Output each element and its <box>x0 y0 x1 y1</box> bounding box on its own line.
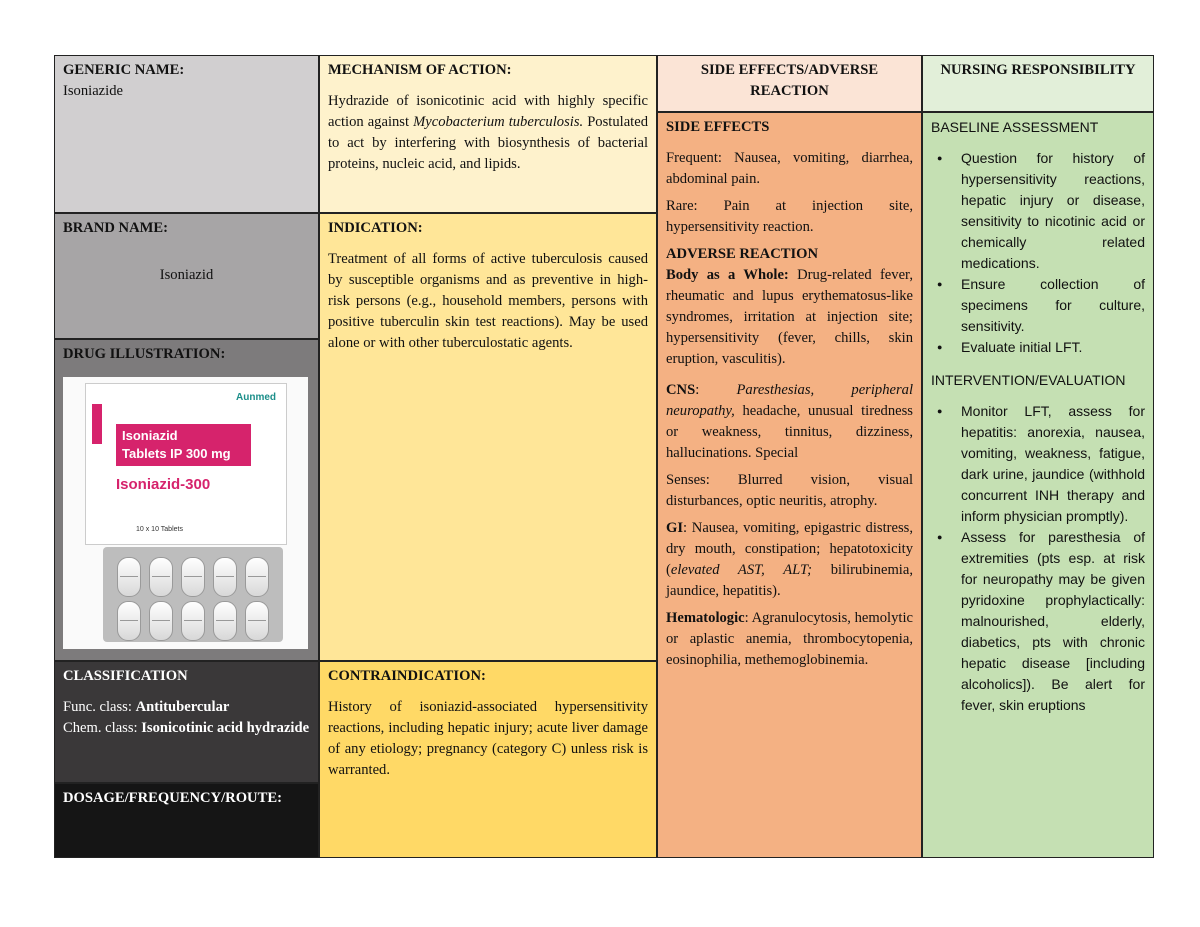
drug-illustration-heading: DRUG ILLUSTRATION: <box>63 346 226 362</box>
list-item: ● Ensure collection of specimens for culture, sensitivity. <box>961 274 1145 337</box>
nursing-cell <box>922 112 1154 858</box>
box-pack-size: 10 x 10 Tablets <box>136 526 183 533</box>
adverse-hematologic: Hematologic: Agranulocytosis, hemolytic or aplastic anemia, thrombocytopenia, eosinophilia, methemoglobinemia. <box>666 610 913 668</box>
baseline-list <box>931 148 1145 358</box>
indication-text: Treatment of all forms of active tuberculosis caused by susceptible organisms and as preventive in high-risk persons (e.g., household members, persons with positive tuberculin skin test reactions). May be used alone or with other tuberculostatic agents. <box>328 251 648 351</box>
adverse-senses: Senses: Blurred vision, visual disturbances, optic neuritis, atrophy. <box>666 472 913 509</box>
side-effects-rare: Rare: Pain at injection site, hypersensitivity reaction. <box>666 198 913 235</box>
tablet <box>245 601 269 641</box>
tablet <box>245 557 269 597</box>
blister-strip <box>103 547 283 642</box>
drug-study-table <box>54 55 1154 858</box>
box-side-band <box>92 404 102 444</box>
tablet <box>213 601 237 641</box>
side-effects-frequent: Frequent: Nausea, vomiting, diarrhea, abdominal pain. <box>666 150 913 187</box>
side-effects-cell <box>657 112 922 858</box>
brand-logo: Aunmed <box>236 392 276 403</box>
generic-name-value: Isoniazide <box>63 83 123 99</box>
list-item: ● Monitor LFT, assess for hepatitis: anorexia, nausea, vomiting, weakness, fatigue, dark urine, jaundice (withhold concurrent INH therapy and inform physician promptly). <box>961 401 1145 527</box>
classification-heading: CLASSIFICATION <box>63 668 188 684</box>
classification-cell <box>54 661 319 783</box>
indication-heading: INDICATION: <box>328 220 423 236</box>
side-effects-subheading: SIDE EFFECTS <box>666 119 770 135</box>
indication-cell <box>319 213 657 661</box>
drug-illustration-image <box>63 377 308 649</box>
tablet <box>181 557 205 597</box>
drug-illustration-cell <box>54 339 319 661</box>
contraindication-text: History of isoniazid-associated hypersensitivity reactions, including hepatic injury; acute liver damage of any etiology; pregnancy (category C) unless risk is warranted. <box>328 699 648 778</box>
baseline-heading: BASELINE ASSESSMENT <box>931 119 1099 135</box>
list-item: ● Question for history of hypersensitivity reactions, hepatic injury or disease, sensitivity to nicotinic acid or chemically related medications. <box>961 148 1145 274</box>
box-label-band <box>116 424 251 466</box>
func-class: Func. class: Antitubercular <box>63 699 230 715</box>
list-item: ● Assess for paresthesia of extremities (pts esp. at risk for neuropathy may be given pyridoxine prophylactically: malnourished, elderly, diabetics, pts with chronic hepatic disease [including alcoholics]). Be alert for fever, skin eruptions <box>961 527 1145 716</box>
chem-class: Chem. class: Isonicotinic acid hydrazide <box>63 720 310 736</box>
adverse-cns: CNS: Paresthesias, peripheral neuropathy, headache, unusual tiredness or weakness, tinnitus, dizziness, hallucinations. Special <box>666 382 914 461</box>
adverse-gi: GI: Nausea, vomiting, epigastric distress, dry mouth, constipation; hepatotoxicity (elevated AST, ALT; bilirubinemia, jaundice, hepatitis). <box>666 520 913 599</box>
mechanism-cell <box>319 55 657 213</box>
generic-name-cell <box>54 55 319 213</box>
adverse-body: Body as a Whole: Drug-related fever, rheumatic and lupus erythematosus-like syndromes, irritation at injection site; hypersensitivity (fever, chills, skin eruption, vasculitis). <box>666 267 913 367</box>
box-product-name: Isoniazid-300 <box>116 476 211 493</box>
tablet <box>213 557 237 597</box>
dosage-heading: DOSAGE/FREQUENCY/ROUTE: <box>63 790 282 806</box>
side-effects-heading: SIDE EFFECTS/ADVERSE REACTION <box>700 62 879 99</box>
nursing-header <box>922 55 1154 112</box>
adverse-reaction-heading: ADVERSE REACTION <box>666 246 819 262</box>
mechanism-text: Hydrazide of isonicotinic acid with highly specific action against Mycobacterium tuberculosis. Postulated to act by interfering with biosynthesis of bacterial proteins, nucleic acid, and lipids. <box>328 93 648 172</box>
intervention-list <box>931 401 1145 716</box>
tablet <box>149 557 173 597</box>
mechanism-heading: MECHANISM OF ACTION: <box>328 62 512 78</box>
tablet <box>181 601 205 641</box>
tablet <box>117 557 141 597</box>
dosage-cell <box>54 783 319 858</box>
tablet <box>149 601 173 641</box>
nursing-heading: NURSING RESPONSIBILITY <box>940 62 1136 78</box>
medicine-box <box>85 383 287 545</box>
tablet <box>117 601 141 641</box>
side-effects-header <box>657 55 922 112</box>
list-item: ● Evaluate initial LFT. <box>961 337 1145 358</box>
generic-name-heading: GENERIC NAME: <box>63 62 185 78</box>
intervention-heading: INTERVENTION/EVALUATION <box>931 372 1126 388</box>
brand-name-value: Isoniazid <box>159 267 214 283</box>
brand-name-heading: BRAND NAME: <box>63 220 168 236</box>
brand-name-cell <box>54 213 319 339</box>
box-label-line1: Isoniazid <box>122 428 178 443</box>
box-label-line2: Tablets IP 300 mg <box>122 446 231 461</box>
contraindication-cell <box>319 661 657 858</box>
contraindication-heading: CONTRAINDICATION: <box>328 668 486 684</box>
